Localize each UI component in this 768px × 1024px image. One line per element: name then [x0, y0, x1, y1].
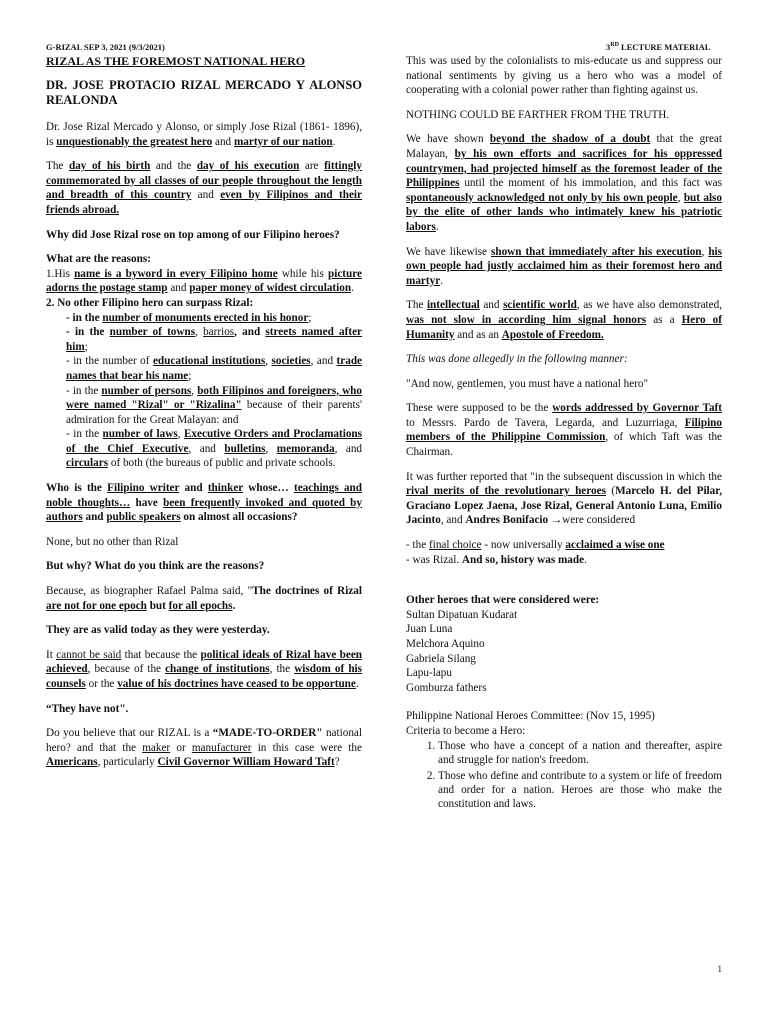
list-item: Gomburza fathers — [406, 681, 487, 694]
they-have-not: “They have not". — [46, 702, 129, 715]
list-item: Lapu-lapu — [406, 667, 452, 680]
other-heroes-list — [406, 593, 722, 695]
list-item: Juan Luna — [406, 623, 453, 636]
reasons-label: What are the reasons: — [46, 253, 151, 266]
list-item: Sultan Dipatuan Kudarat — [406, 608, 518, 621]
header-course-date: G-RIZAL SEP 3, 2021 (9/3/2021) — [46, 42, 165, 52]
other-heroes-label: Other heroes that were considered were: — [406, 594, 600, 607]
likewise-paragraph: We have likewise shown that immediately after his execution, his own people had justly acclaimed him as their foremost hero and martyr. — [406, 245, 723, 287]
rival-merits-paragraph: It was further reported that "in the subsequent discussion in which the rival merits of the revolutionary heroes (Marcelo H. del Pilar, Graciano Lopez Jaena, Jose Rizal, General Antonio Luna, Emilio Jacinto, and Andres Bonifacio →were considered — [406, 470, 722, 527]
taft-quote: "And now, gentlemen, you must have a national hero" — [406, 377, 649, 390]
document-title: RIZAL AS THE FOREMOST NATIONAL HERO — [46, 54, 306, 68]
list-item: 1. Those who have a concept of a nation and thereafter, aspire and struggle for nation's freedom. — [438, 739, 722, 767]
colonial-paragraph: This was used by the colonialists to mis-educate us and suppress our national sentiments by giving us a hero who was a model of cooperating with a colonial power rather than fighting against us. — [406, 55, 722, 97]
reason-2-laws: - in the number of laws, Executive Orders and Proclamations of the Chief Executive, and bulletins, memoranda, and circulars of both (the bureaus of public and private schools. — [66, 428, 363, 470]
question-why: But why? What do you think are the reasons? — [46, 560, 265, 573]
intellectual-world-paragraph: The intellectual and scientific world, as we have also demonstrated, was not slow in according him signal honors as a Hero of Humanity and as an Apostole of Freedom. — [406, 299, 722, 341]
reason-1: 1.His name is a byword in every Filipino home while his picture adorns the postage stamp and paper money of widest circulation. — [46, 267, 362, 295]
page-number: 1 — [717, 964, 722, 974]
palma-quote-paragraph: Because, as biographer Rafael Palma said, "The doctrines of Rizal are not for one epoch but for all epochs. — [46, 585, 363, 612]
intro-paragraph: Dr. Jose Rizal Mercado y Alonso, or simply Jose Rizal (1861- 1896), is unquestionably the greatest hero and martyr of our nation. — [46, 121, 362, 148]
criteria-block — [406, 709, 722, 811]
question-writer: Who is the Filipino writer and thinker whose… teachings and noble thoughts… have been frequently invoked and quoted by authors and public speakers on almost all occasions? — [46, 482, 363, 524]
beyond-doubt-paragraph: We have shown beyond the shadow of a doubt that the great Malayan, by his own efforts and sacrifices for his oppressed countrymen, had projected himself as the foremost leader of the Philippines until the moment of his immolation, and this fact was spontaneously acknowledged not only by his own people, but also by the elite of other lands who intimately knew his patriotic labors. — [406, 133, 722, 233]
nothing-farther-paragraph: NOTHING COULD BE FARTHER FROM THE TRUTH. — [406, 108, 670, 121]
left-column — [46, 54, 362, 780]
criteria-label: Criteria to become a Hero: — [406, 724, 526, 737]
commemoration-paragraph: The day of his birth and the day of his execution are fittingly commemorated by all classes of our people throughout the length and breadth of this country and even by Filipinos and their friends abroad. — [46, 160, 362, 216]
allegedly-paragraph: This was done allegedly in the following manner: — [406, 353, 628, 366]
reason-2-monuments: - in the number of monuments erected in his honor; — [66, 311, 312, 324]
reason-2-institutions: - in the number of educational institutions, societies, and trade names that bear his name; — [66, 355, 363, 382]
list-item: Melchora Aquino — [406, 638, 485, 650]
reason-2: 2. No other Filipino hero can surpass Rizal: — [46, 296, 254, 309]
ideals-paragraph: It cannot be said that because the political ideals of Rizal have been achieved, because of the change of institutions, the wisdom of his counsels or the value of his doctrines have ceased to be opportune. — [46, 648, 363, 690]
words-addressed-paragraph: These were supposed to be the words addressed by Governor Taft to Messrs. Pardo de Tavera, Legarda, and Luzurriaga, Filipino members of the Philippine Commission, of which Taft was the Chairman. — [406, 402, 723, 459]
made-to-order-paragraph: Do you believe that our RIZAL is a “MADE-TO-ORDER" national hero? and that the maker or manufacturer in this case were the Americans, particularly Civil Governor William Howard Taft? — [46, 727, 363, 769]
reasons-block — [46, 252, 362, 471]
reason-2-towns: - in the number of towns, barrios, and streets named after him; — [66, 326, 363, 353]
right-column — [406, 54, 722, 814]
answer-rizal: None, but no other than Rizal — [46, 535, 179, 548]
list-item: 2. Those who define and contribute to a system or life of freedom and order for a nation. Heroes are those who make the constitution and laws. — [438, 769, 722, 812]
criteria-list — [406, 739, 722, 812]
header-lecture-label: 3RD LECTURE MATERIAL — [606, 42, 711, 52]
reason-2-persons: - in the number of persons, both Filipinos and foreigners, who were named "Rizal" or "Rizalina" because of their parents' admiration for the Great Malayan: and — [66, 384, 363, 426]
list-item: Gabriela Silang — [406, 652, 476, 665]
question-rise: Why did Jose Rizal rose on top among of our Filipino heroes? — [46, 228, 340, 241]
final-choice-paragraph: - the final choice - now universally acclaimed a wise one - was Rizal. And so, history was made. — [406, 539, 665, 566]
committee-line: Philippine National Heroes Committee: (Nov 15, 1995) — [406, 710, 655, 723]
subject-name-heading: DR. JOSE PROTACIO RIZAL MERCADO Y ALONSO REALONDA — [46, 78, 362, 107]
valid-today-paragraph: They are as valid today as they were yesterday. — [46, 624, 270, 637]
